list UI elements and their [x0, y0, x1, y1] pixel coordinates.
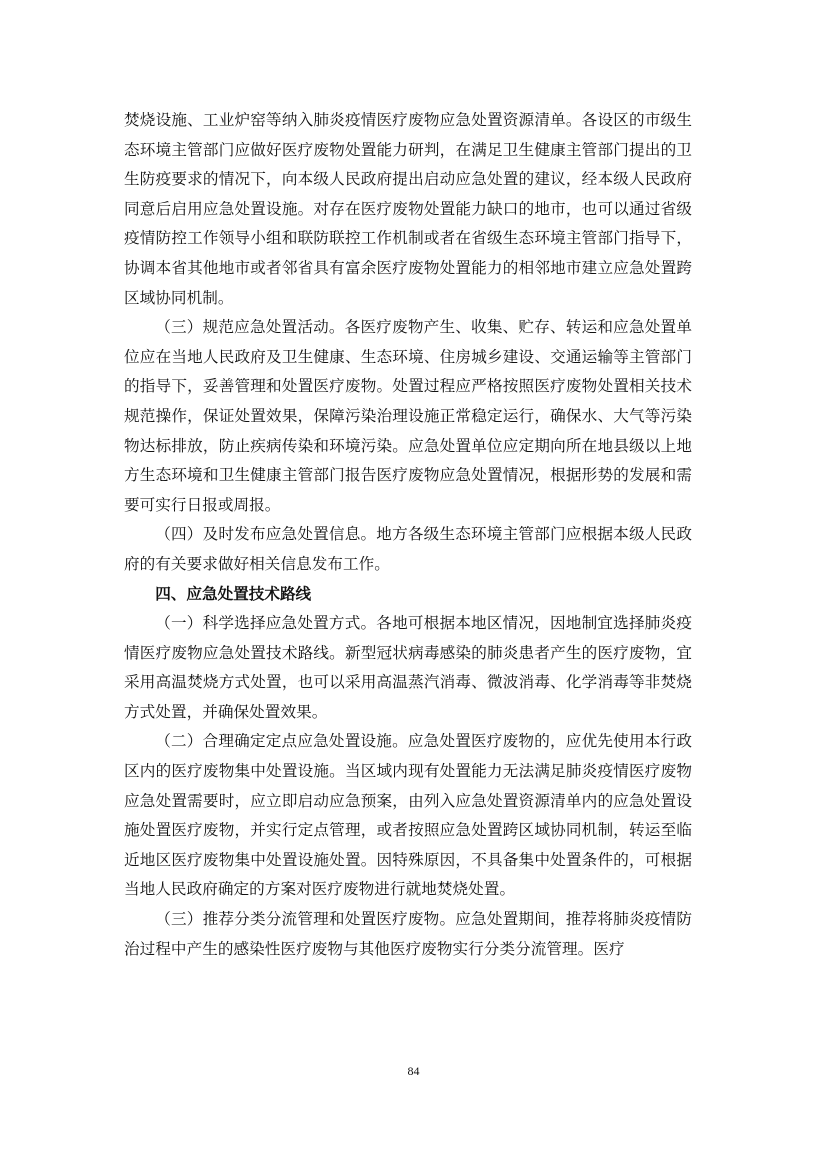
body-paragraph-3: （四）及时发布应急处置信息。地方各级生态环境主管部门应根据本级人民政府的有关要求做好相关信息发布工作。: [124, 525, 692, 573]
section-heading: 四、应急处置技术路线: [155, 584, 312, 603]
section-paragraph-1: （一）科学选择应急处置方式。各地可根据本地区情况，因地制宜选择肺炎疫情医疗废物应急处置技术路线。新型冠状病毒感染的肺炎患者产生的医疗废物，宜采用高温焚烧方式处置，也可以采用高温蒸汽消毒、微波消毒、化学消毒等非焚烧方式处置，并确保处置效果。: [124, 614, 692, 721]
page-number: 84: [407, 1064, 420, 1078]
section-paragraph-3: （三）推荐分类分流管理和处置医疗废物。应急处置期间，推荐将肺炎疫情防治过程中产生的感染性医疗废物与其他医疗废物实行分类分流管理。医疗: [124, 910, 692, 958]
body-paragraph-1: 焚烧设施、工业炉窑等纳入肺炎疫情医疗废物应急处置资源清单。各设区的市级生态环境主管部门应做好医疗废物处置能力研判，在满足卫生健康主管部门提出的卫生防疫要求的情况下，向本级人民政府提出启动应急处置的建议，经本级人民政府同意后启用应急处置设施。对存在医疗废物处置能力缺口的地市，也可以通过省级疫情防控工作领导小组和联防联控工作机制或者在省级生态环境主管部门指导下，协调本省其他地市或者邻省具有富余医疗废物处置能力的相邻地市建立应急处置跨区域协同机制。: [124, 111, 692, 307]
body-paragraph-2: （三）规范应急处置活动。各医疗废物产生、收集、贮存、转运和应急处置单位应在当地人民政府及卫生健康、生态环境、住房城乡建设、交通运输等主管部门的指导下，妥善管理和处置医疗废物。处置过程应严格按照医疗废物处置相关技术规范操作，保证处置效果，保障污染治理设施正常稳定运行，确保水、大气等污染物达标排放，防止疾病传染和环境污染。应急处置单位应定期向所在地县级以上地方生态环境和卫生健康主管部门报告医疗废物应急处置情况，根据形势的发展和需要可实行日报或周报。: [124, 318, 692, 514]
page-body: [124, 106, 692, 964]
section-paragraph-2: （二）合理确定定点应急处置设施。应急处置医疗废物的，应优先使用本行政区内的医疗废物集中处置设施。当区域内现有处置能力无法满足肺炎疫情医疗废物应急处置需要时，应立即启动应急预案，由列入应急处置资源清单内的应急处置设施处置医疗废物，并实行定点管理，或者按照应急处置跨区域协同机制，转运至临近地区医疗废物集中处置设施处置。因特殊原因，不具备集中处置条件的，可根据当地人民政府确定的方案对医疗废物进行就地焚烧处置。: [124, 732, 692, 899]
